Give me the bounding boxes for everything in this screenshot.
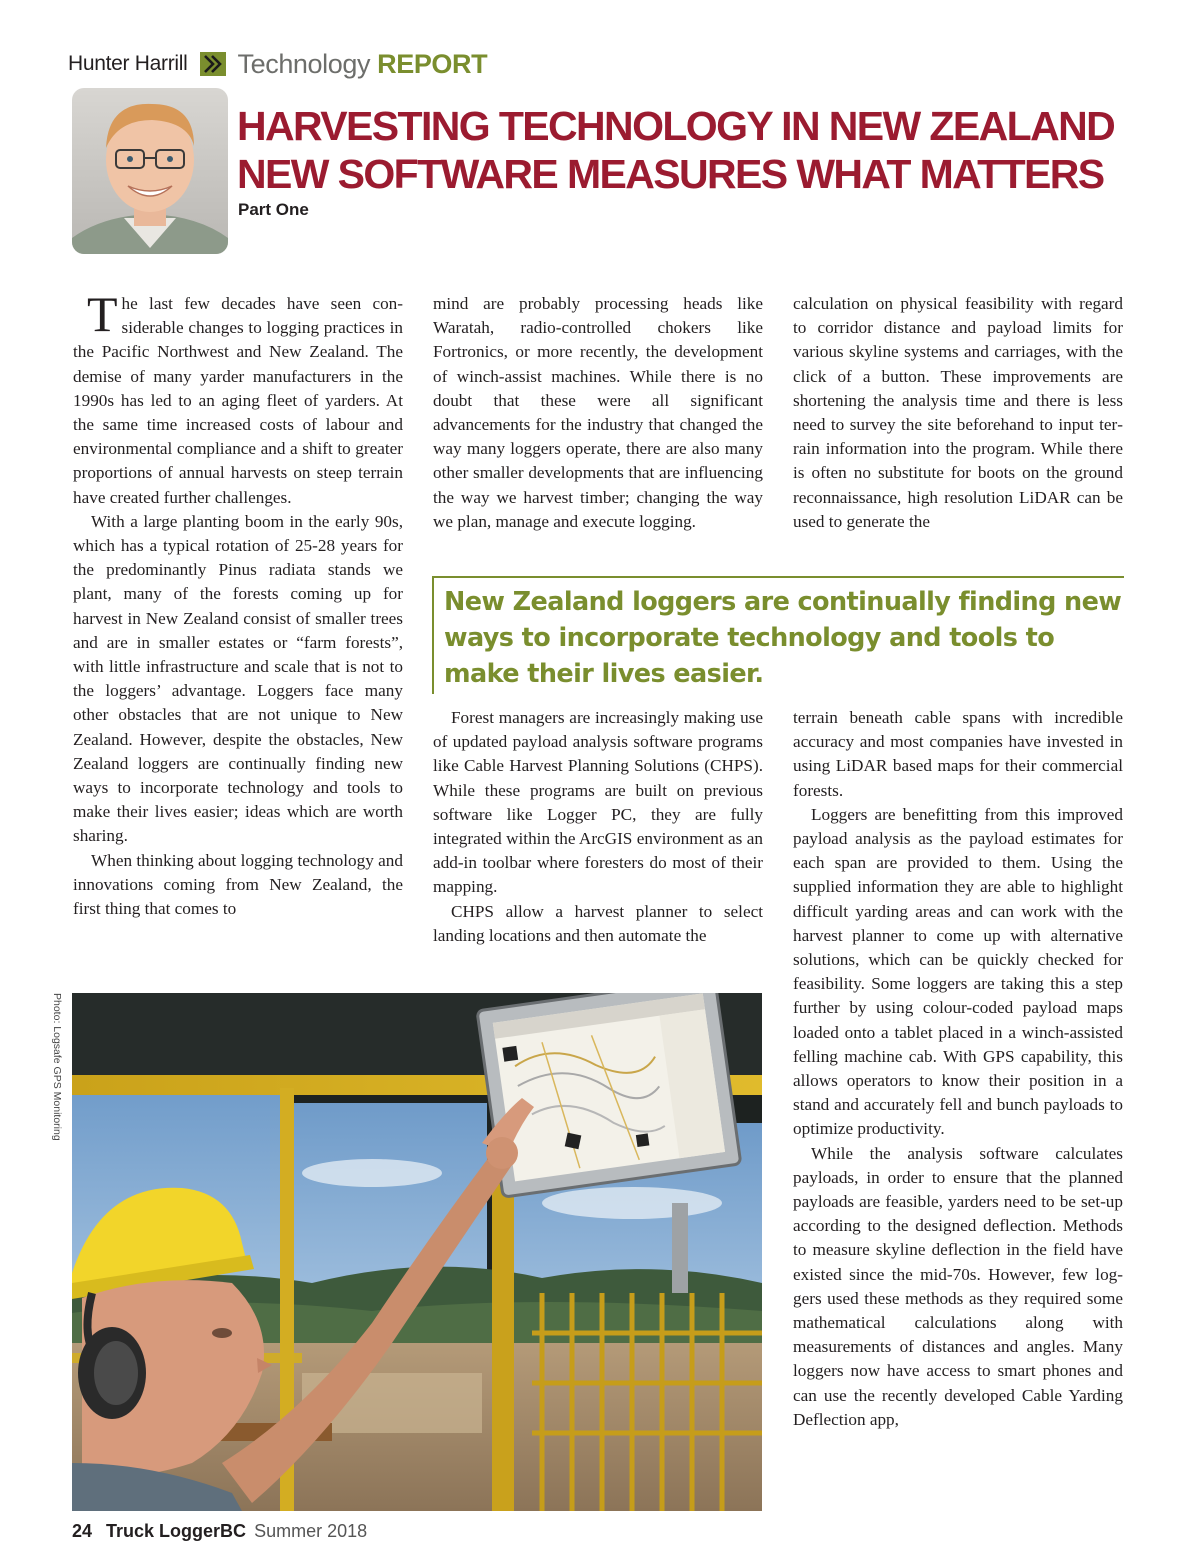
author-headshot bbox=[72, 88, 228, 254]
pull-quote-text: New Zealand loggers are continually finding new ways to incorporate technology and tools to make their lives easier. bbox=[444, 587, 1122, 689]
section-name: Technology bbox=[237, 48, 371, 79]
photo-credit bbox=[46, 993, 66, 1141]
section-label bbox=[238, 49, 488, 80]
paragraph: When thinking about logging technology and innovations coming from New Zealand, the first thing that comes to bbox=[73, 850, 403, 919]
body-column-3-top bbox=[793, 292, 1123, 534]
chevron-right-icon bbox=[200, 52, 226, 76]
body-column-2-top bbox=[433, 292, 763, 534]
paragraph bbox=[73, 286, 403, 510]
page-footer bbox=[72, 1521, 367, 1542]
section-report: REPORT bbox=[377, 48, 488, 79]
paragraph: With a large planting boom in the early 90s, which has a typical rotation of 25-28 years for the predominantly Pinus radiata stands we plant, many of the forests coming up for harvest in New Zealand consist of smaller trees and are in smaller estates or “farm forests”, with little infrastructure and scale that is not to the loggers’ advantage. Loggers face many other obstacles that are not unique to New Zealand. However, despite the obstacles, New Zealand loggers are continually finding new ways to incorporate technology and tools to make their lives easier; ideas which are worth sharing. bbox=[73, 511, 403, 846]
paragraph: mind are probably processing heads like Waratah, radio-controlled chokers like Fortronics, or more recently, the development of winch-assist machines. While there is no doubt that these were all significant advancements for the industry that changed the way many loggers operate, there are also many other smaller developments that are influencing the way we harvest timber; changing the way we plan, manage and execute logging. bbox=[433, 294, 763, 531]
paragraph: While the analysis software calculates payloads, in order to ensure that the planned payloads are feasible, yarders need to be set-up according to the designed deflection. Methods to measure skyline deflection in the field have existed since the mid-70s. However, few loggers used these methods as they required some mathematical calculations along with measurements of distances and angles. Many loggers now have access to smart phones and can use the recently developed Cable Yarding Deflection app, bbox=[793, 1143, 1123, 1429]
paragraph: terrain beneath cable spans with incredible accuracy and most companies have invested in using LiDAR based maps for their commercial forests. bbox=[793, 708, 1123, 800]
article-title-line1: HARVESTING TECHNOLOGY IN NEW ZEALAND bbox=[237, 103, 1115, 149]
article-title bbox=[237, 102, 1157, 198]
article-photo bbox=[72, 993, 762, 1511]
paragraph: CHPS allow a harvest planner to select landing locations and then automate the bbox=[433, 901, 763, 945]
paragraph: Loggers are benefitting from this improved payload analysis as the payload estimates for each span are provided to them. Using the supplied information they are able to highlight difficult yarding areas and can work with the harvest planner to come up with alternative solutions, which can be quickly checked for feasibility. Some loggers are taking this a step further by using colour-coded payload maps loaded onto a tablet placed in a winch-assisted felling machine cab. With GPS capability, this allows operators to know their position in a stand and accurately fell and bunch payloads to optimize productivity. bbox=[793, 804, 1123, 1139]
paragraph-text: he last few decades have seen considerable changes to logging practices in the Pacific Northwest and New Zealand. The demise of many yarder manufacturers in the 1990s has led to an aging fleet of yarders. At the same time increased costs of labour and environmental compliance and a shift to greater proportions of annual harvests on steep terrain have created further challenges. bbox=[73, 294, 403, 507]
pull-quote bbox=[432, 576, 1124, 694]
paragraph: Forest managers are increasingly making use of updated payload analysis software programs like Cable Harvest Planning Solutions (CHPS). While these programs are built on previous software like Logger PC, they are fully integrated within the ArcGIS environment as an add-in toolbar where foresters do most of their mapping. bbox=[433, 708, 763, 897]
article-subtitle: Part One bbox=[238, 200, 309, 219]
body-column-1 bbox=[73, 286, 403, 921]
running-header bbox=[68, 46, 487, 82]
drop-cap: T bbox=[87, 286, 118, 342]
paragraph: calculation on physical feasibility with regard to corridor distance and payload limits for various skyline systems and carriages, with the click of a button. These improvements are shortening the analysis time and there is less need to survey the site beforehand to input terrain information into the program. While there is often no substitute for boots on the ground reconnaissance, high resolution LiDAR can be used to generate the bbox=[793, 294, 1123, 531]
article-title-line2: NEW SOFTWARE MEASURES WHAT MATTERS bbox=[237, 151, 1104, 197]
photo-credit-text: Photo: Logsafe GPS Monitoring bbox=[51, 993, 63, 1141]
issue-date: Summer 2018 bbox=[254, 1521, 368, 1541]
author-name: Hunter Harrill bbox=[68, 52, 188, 75]
magazine-name: Truck LoggerBC bbox=[106, 1521, 247, 1541]
page-number: 24 bbox=[72, 1521, 93, 1541]
body-column-3-bottom bbox=[793, 706, 1123, 1432]
body-column-2-bottom bbox=[433, 706, 763, 948]
